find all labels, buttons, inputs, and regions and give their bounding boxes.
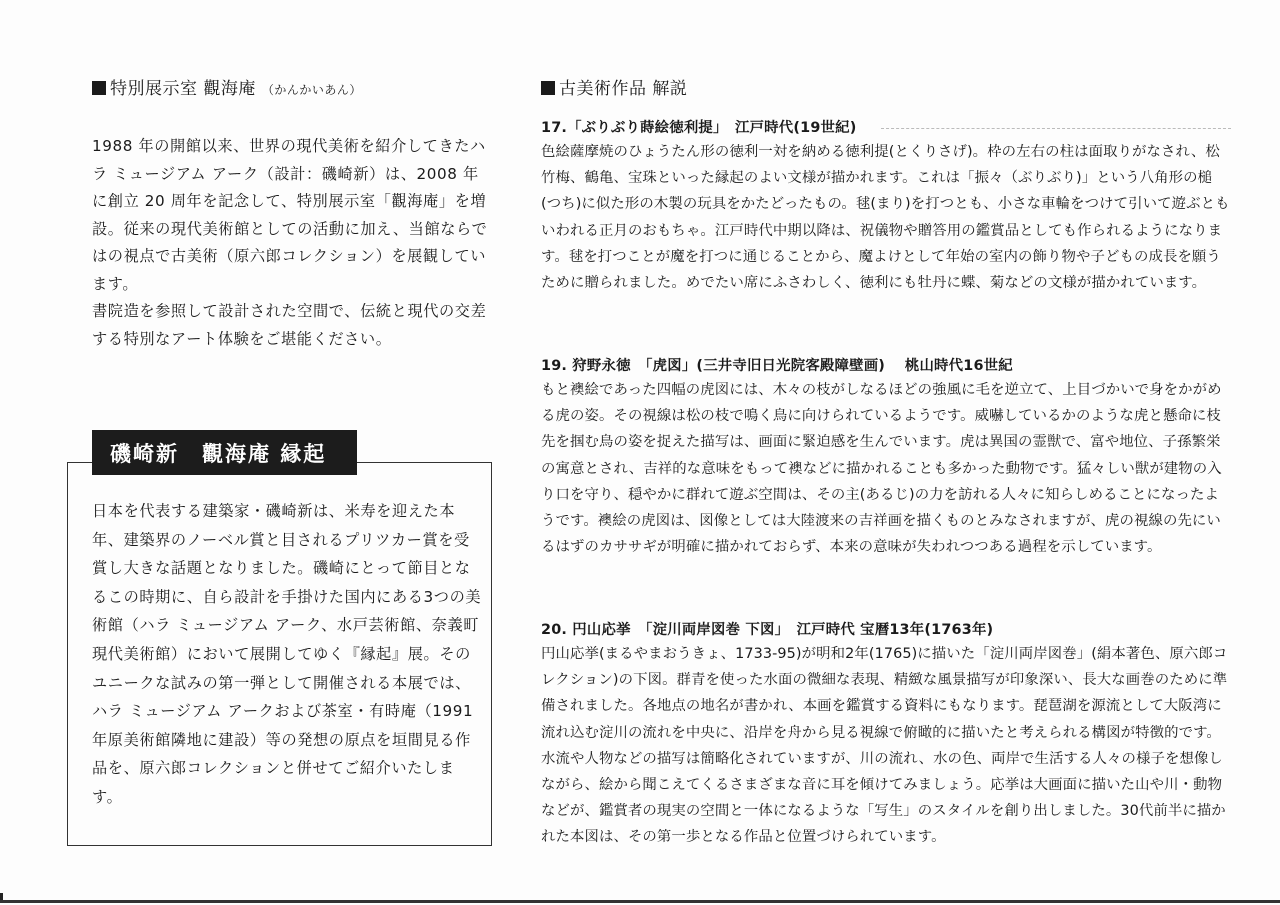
work-title: 20. 円山応挙 「淀川両岸図巻 下図」 江戸時代 宝暦13年(1763年) <box>541 622 994 638</box>
work-entry-20 <box>541 618 1231 851</box>
work-title: 17.「ぶりぶり蒔絵徳利提」 江戸時代(19世紀) <box>541 116 1231 137</box>
work-entry-17 <box>541 116 1231 296</box>
work-title: 19. 狩野永徳 「虎図」(三井寺旧日光院客殿障壁画) 桃山時代16世紀 <box>541 358 1013 374</box>
section-heading-kankaian: 特別展示室 觀海庵 （かんかいあん） <box>92 74 492 99</box>
right-column <box>541 74 1231 846</box>
work-description: 色絵薩摩焼のひょうたん形の徳利一対を納める徳利提(とくりさげ)。枠の左右の柱は面取りがなされ、松竹梅、鶴亀、宝珠といった縁起のよい文様が描かれます。これは「振々（ぶりぶり)」という八角形の槌(つち)に似た形の木製の玩具をかたどったもの。毬(まり)を打つとも、小さな車輪をつけて引いて遊ぶともいわれる正月のおもちゃ。江戸時代中期以降は、祝儀物や贈答用の鑑賞品としても作られるようになります。毬を打つことが魔を打つに通じることから、魔よけとして年始の室内の飾り物や子どもの成長を願うために贈られました。めでたい席にふさわしく、徳利にも牡丹に蝶、菊などの文様が描かれています。 <box>541 144 1230 292</box>
section-heading-works: 古美術作品 解説 <box>541 74 1231 99</box>
square-bullet-icon <box>541 81 555 95</box>
work-entry-19 <box>541 354 1231 560</box>
intro-paragraph: 書院造を参照して設計された空間で、伝統と現代の交差する特別なアート体験をご堪能ください。 <box>92 302 487 348</box>
intro-text <box>92 133 492 353</box>
intro-paragraph: 1988 年の開館以来、世界の現代美術を紹介してきたハラ ミュージアム アーク（設計：磯崎新）は、2008 年に創立 20 周年を記念して、特別展示室「觀海庵」を増設。従来の現代美術館としての活動に加え、当館ならではの視点で古美術（原六郎コレクション）を展観しています。 <box>92 137 488 293</box>
work-description: 円山応挙(まるやまおうきょ、1733-95)が明和2年(1765)に描いた「淀川両岸図巻」(絹本著色、原六郎コレクション)の下図。群青を使った水面の微細な表現、精緻な風景描写が印象深い、長大な画巻のために準備されました。各地点の地名が書かれ、本画を鑑賞する資料にもなります。琵琶湖を源流として大阪湾に流れ込む淀川の流れを中央に、沿岸を舟から見る視線で俯瞰的に描いたと考えられる構図が特徴的です。水流や人物などの描写は簡略化されていますが、川の流れ、水の色、両岸で生活する人々の様子を想像しながら、絵から聞こえてくるさまざまな音に耳を傾けてみましょう。応挙は大画面に描いた山や川・動物などが、鑑賞者の現実の空間と一体になるような「写生」のスタイルを創り出しました。30代前半に描かれた本図は、その第一歩となる作品と位置づけられています。 <box>541 646 1228 846</box>
left-column <box>92 74 492 353</box>
square-bullet-icon <box>92 81 106 95</box>
engi-box-body: 日本を代表する建築家・磯崎新は、米寿を迎えた本年、建築界のノーベル賞と目されるプリツカー賞を受賞し大きな話題となりました。磯崎にとって節目となるこの時期に、自ら設計を手掛けた国内にある3つの美術館（ハラ ミュージアム アーク、水戸芸術館、奈義町現代美術館）において展開してゆく『縁起』展。そのユニークな試みの第一弾として開催される本展では、ハラ ミュージアム アークおよび茶室・有時庵（1991 年原美術館隣地に建設）等の発想の原点を垣間見る作品を、原六郎コレクションと併せてご紹介いたします。 <box>92 502 482 806</box>
work-description: もと襖絵であった四幅の虎図には、木々の枝がしなるほどの強風に毛を逆立て、上目づかいで身をかがめる虎の姿。その視線は松の枝で鳴く鳥に向けられているようです。威嚇しているかのような虎と懸命に枝先を掴む鳥の姿を捉えた描写は、画面に緊迫感を生んでいます。虎は異国の霊獣で、富や地位、子孫繁栄の寓意とされ、吉祥的な意味をもって襖などに描かれることも多かった動物です。猛々しい獣が建物の入り口を守り、穏やかに群れて遊ぶ空間は、その主(あるじ)の力を訪れる人々に知らしめることになったようです。襖絵の虎図は、図像としては大陸渡来の吉祥画を描くものとみなされますが、虎の視線の先にいるはずのカササギが明確に描かれておらず、本来の意味が失われつつある過程を示しています。 <box>541 382 1222 556</box>
heading-reading: （かんかいあん） <box>261 83 362 97</box>
engi-box-title: 磯崎新 觀海庵 縁起 <box>92 430 357 475</box>
page-bottom-rule <box>0 900 1280 903</box>
